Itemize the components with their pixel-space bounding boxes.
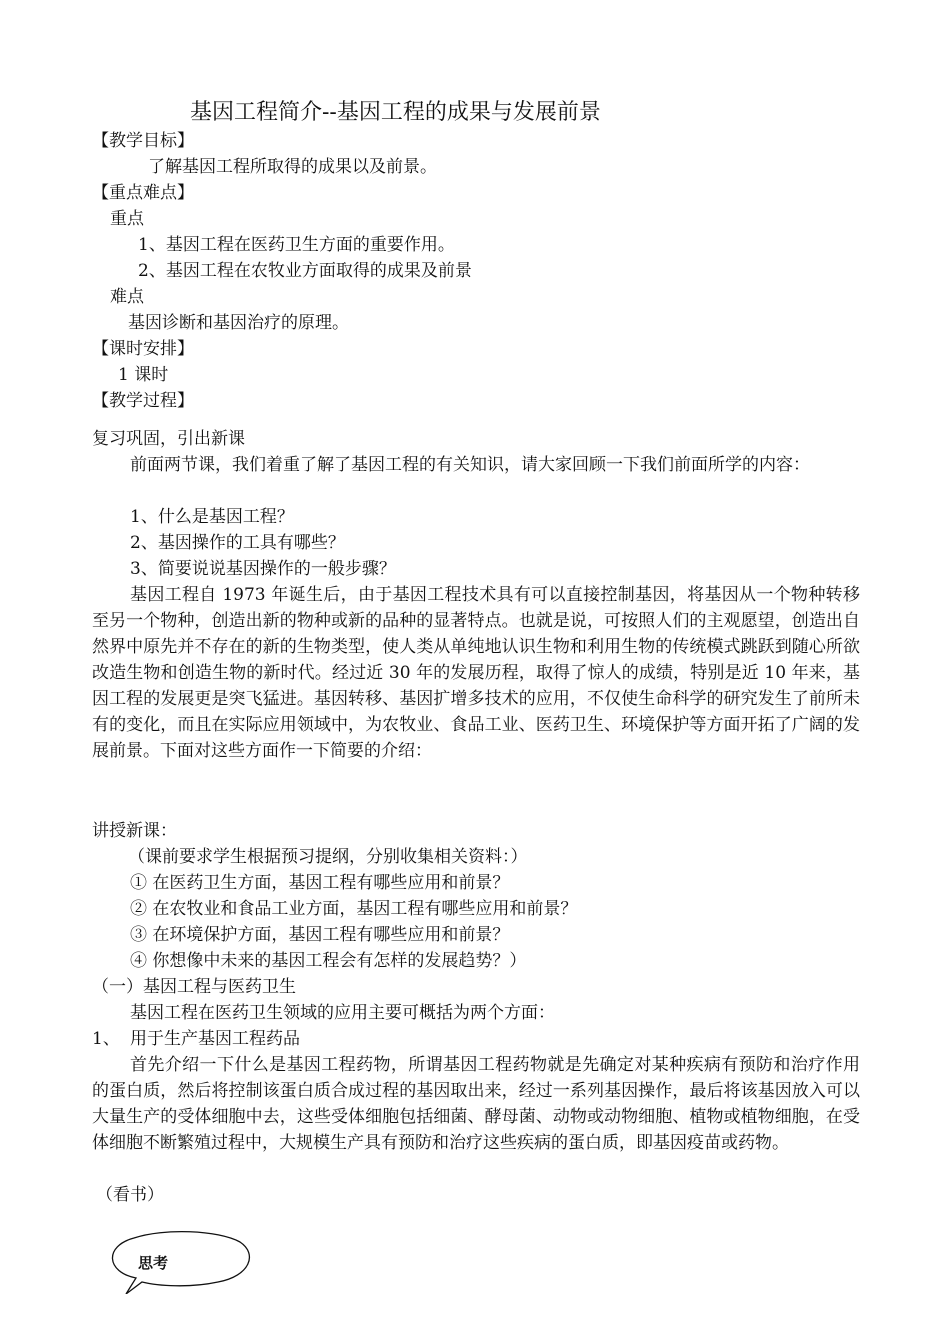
key-item-1: 1、基因工程在医药卫生方面的重要作用。 [138, 235, 455, 255]
subsection1-paragraph: 首先介绍一下什么是基因工程药物，所谓基因工程药物就是先确定对某种疾病有预防和治疗作用的蛋白质，然后将控制该蛋白质合成过程的基因取出来，经过一系列基因操作，最后将该基因放入可以大量生产的受体细胞中去，这些受体细胞包括细菌、酵母菌、动物或动物细胞、植物或植物细胞，在受体细胞不断繁殖过程中，大规模生产具有预防和治疗这些疾病的蛋白质，即基因疫苗或药物。 [92, 1055, 860, 1153]
section1-intro: 基因工程在医药卫生领域的应用主要可概括为两个方面： [130, 1003, 555, 1023]
section1-heading: （一）基因工程与医药卫生 [92, 977, 296, 997]
process-heading: 【教学过程】 [92, 391, 194, 411]
teaching-goal-heading: 【教学目标】 [92, 131, 194, 151]
teaching-goal-text: 了解基因工程所取得的成果以及前景。 [148, 157, 437, 177]
difficulty-label: 难点 [110, 287, 144, 307]
subsection1-number: 1、 [92, 1029, 120, 1049]
schedule-heading: 【课时安排】 [92, 339, 194, 359]
prep-item-1: ① 在医药卫生方面，基因工程有哪些应用和前景？ [130, 873, 510, 893]
review-paragraph: 基因工程自 1973 年诞生后，由于基因工程技术具有可以直接控制基因，将基因从一个物种转移至另一个物种，创造出新的物种或新的品种的显著特点。也就是说，可按照人们的主观愿望，创造出自然界中原先并不存在的新的生物类型，使人类从单纯地认识生物和利用生物的传统模式跳跃到随心所欲改造生物和创造生物的新时代。经过近 30 年的发展历程，取得了惊人的成绩，特别是近 10 年来，基因工程的发展更是突飞猛进。基因转移、基因扩增多技术的应用，不仅使生命科学的研究发生了前所未有的变化，而且在实际应用领域中，为农牧业、食品工业、医药卫生、环境保护等方面开拓了广阔的发展前景。下面对这些方面作一下简要的介绍： [92, 585, 860, 761]
prep-item-2: ② 在农牧业和食品工业方面，基因工程有哪些应用和前景？ [130, 899, 578, 919]
key-points-heading: 【重点难点】 [92, 183, 194, 203]
review-question-1: 1、什么是基因工程？ [130, 507, 294, 527]
prep-item-4: ④ 你想像中未来的基因工程会有怎样的发展趋势？） [130, 951, 527, 971]
review-intro: 前面两节课，我们着重了解了基因工程的有关知识，请大家回顾一下我们前面所学的内容： [130, 455, 810, 475]
subsection1-title: 用于生产基因工程药品 [130, 1029, 300, 1049]
difficulty-text: 基因诊断和基因治疗的原理。 [128, 313, 349, 333]
review-question-2: 2、基因操作的工具有哪些？ [130, 533, 345, 553]
read-note: （看书） [96, 1185, 164, 1205]
review-heading: 复习巩固，引出新课 [92, 429, 245, 449]
review-question-3: 3、简要说说基因操作的一般步骤？ [130, 559, 396, 579]
new-lesson-heading: 讲授新课： [92, 821, 177, 841]
think-bubble-label: 思考 [138, 1254, 169, 1272]
prep-item-3: ③ 在环境保护方面，基因工程有哪些应用和前景？ [130, 925, 510, 945]
key-label: 重点 [110, 209, 144, 229]
page-title: 基因工程简介--基因工程的成果与发展前景 [190, 100, 601, 125]
schedule-text: 1 课时 [118, 365, 169, 385]
thought-bubble-shape [100, 1228, 256, 1294]
key-item-2: 2、基因工程在农牧业方面取得的成果及前景 [138, 261, 472, 281]
prep-intro: （课前要求学生根据预习提纲，分别收集相关资料：） [128, 847, 528, 867]
